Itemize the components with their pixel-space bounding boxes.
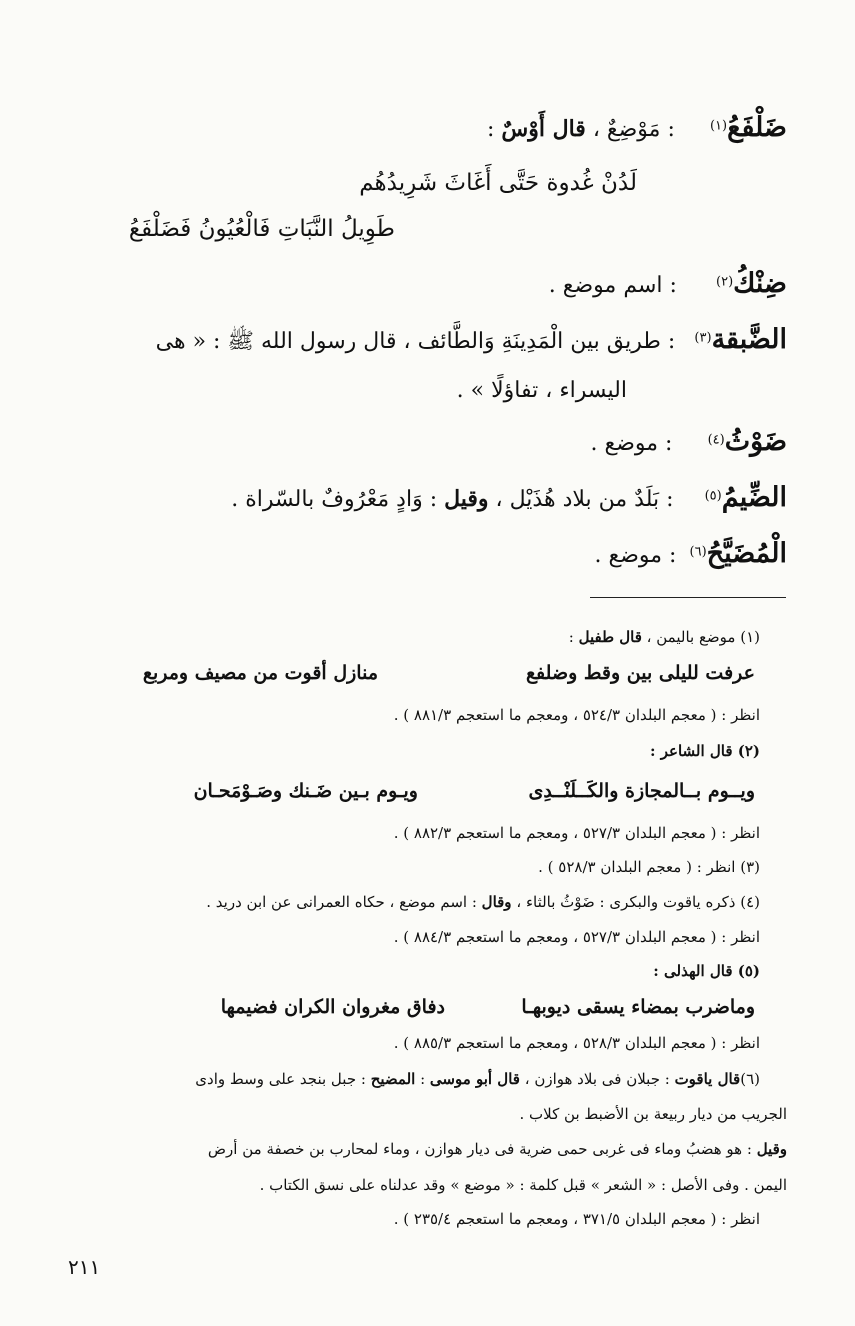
footnote-number: (٦) bbox=[740, 1070, 760, 1088]
footnote-said: قال أبو موسى bbox=[429, 1070, 520, 1088]
entry-dawth bbox=[591, 426, 787, 457]
footnote-ref: (١) bbox=[709, 118, 728, 134]
footnote-1-verse-right: عرفت لليلى بين وقط وضلفع bbox=[525, 662, 755, 684]
footnote-text: (١) موضع باليمن ، bbox=[641, 628, 760, 646]
footnote-4 bbox=[206, 893, 760, 911]
footnote-ref: (٢) bbox=[716, 274, 734, 290]
verse-line-2: طَوِيلُ النَّبَاتِ فَالْعُيُونُ فَضَلْفَعُ bbox=[128, 216, 395, 242]
footnote-text: (٤) ذكره ياقوت والبكرى : ضَوْثُ بالثاء ، bbox=[511, 893, 760, 911]
footnote-2-ref: انظر : ( معجم البلدان ٥٢٧/٣ ، ومعجم ما استعجم ٨٨٢/٣ ) . bbox=[393, 824, 760, 842]
footnote-ref: (٦) bbox=[689, 544, 707, 560]
footnote-6-line-2: الجريب من ديار ربيعة بن الأضبط بن كلاب . bbox=[519, 1105, 787, 1123]
entry-daym bbox=[231, 482, 787, 513]
entry-dabqa bbox=[156, 324, 787, 359]
entry-said: قال أَوْسٌ bbox=[501, 116, 586, 142]
verse-line-1: لَدُنْ غُدوة حَتَّى أَغَاثَ شَرِيدُهُم bbox=[359, 170, 637, 196]
entry-dabqa-continuation: اليسراء ، تفاؤلًا » . bbox=[456, 378, 627, 403]
entry-definition: : طريق بين الْمَدِينَةِ وَالطَّائف ، قال رسول الله ﷺ : « هى bbox=[155, 329, 676, 354]
entry-term: ضَلْفَعُ bbox=[727, 112, 787, 143]
footnote-said: قال ياقوت bbox=[674, 1070, 741, 1088]
entry-definition: : مَوْضِعٌ ، bbox=[585, 117, 675, 142]
footnote-text: : bbox=[415, 1070, 430, 1088]
entry-definition: : اسم موضع . bbox=[548, 273, 677, 298]
entry-term: ضِنْكُ bbox=[733, 268, 787, 299]
footnote-ref: (٥) bbox=[704, 488, 722, 504]
entry-dank bbox=[549, 268, 787, 299]
footnote-text: : اسم موضع ، حكاه العمرانى عن ابن دريد . bbox=[206, 893, 482, 911]
entry-term: الضَّبقة bbox=[711, 324, 787, 355]
footnote-1-ref: انظر : ( معجم البلدان ٥٢٤/٣ ، ومعجم ما استعجم ٨٨١/٣ ) . bbox=[393, 706, 760, 724]
footnote-5-verse-left: دفاق مغروان الكران فضيمها bbox=[220, 996, 445, 1018]
footnote-5-head: (٥) قال الهذلى : bbox=[653, 962, 760, 980]
footnote-term: المضيح bbox=[370, 1070, 416, 1088]
footnote-1-verse-left: منازل أقوت من مصيف ومربع bbox=[142, 662, 378, 684]
entry-colon: : bbox=[486, 117, 502, 142]
entry-term: ضَوْثُ bbox=[724, 426, 787, 457]
footnote-said: وقيل bbox=[756, 1140, 787, 1158]
entry-definition: : بَلَدٌ من بلاد هُذَيْل ، bbox=[488, 487, 674, 512]
footnote-said: وقال bbox=[481, 893, 512, 911]
footnote-6-line-3 bbox=[208, 1140, 787, 1158]
footnote-separator bbox=[590, 597, 786, 598]
page-number: ٢١١ bbox=[68, 1255, 101, 1279]
footnote-4-ref: انظر : ( معجم البلدان ٥٢٧/٣ ، ومعجم ما استعجم ٨٨٤/٣ ) . bbox=[393, 928, 760, 946]
entry-said: وقيل bbox=[444, 486, 489, 512]
entry-term: الضِّيمُ bbox=[721, 482, 787, 513]
footnote-6-line-4: اليمن . وفى الأصل : « الشعر » قبل كلمة : « موضع » وقد عدلناه على نسق الكتاب . bbox=[259, 1176, 787, 1194]
entry-definition: : موضع . bbox=[594, 543, 677, 568]
footnote-said: قال طفيل bbox=[578, 628, 642, 646]
footnote-text: : جبلان فى بلاد هوازن ، bbox=[519, 1070, 675, 1088]
footnote-2-head: (٢) قال الشاعر : bbox=[649, 742, 760, 760]
entry-term: الْمُضَيَّحُ bbox=[706, 538, 787, 569]
entry-definition: : موضع . bbox=[590, 431, 673, 456]
footnote-6-ref: انظر : ( معجم البلدان ٣٧١/٥ ، ومعجم ما استعجم ٢٣٥/٤ ) . bbox=[393, 1210, 760, 1228]
footnote-6 bbox=[195, 1070, 760, 1088]
entry-definition-tail: : وَادٍ مَعْرُوفٌ بالسّراة . bbox=[231, 487, 445, 512]
footnote-2-verse-left: ويـوم بـين ضَـنك وصَـوْمَحـان bbox=[193, 780, 418, 802]
footnote-2-verse-right: ويــوم بــالمجازة والكَــلَنْــدِى bbox=[528, 780, 755, 802]
footnote-3: (٣) انظر : ( معجم البلدان ٥٢٨/٣ ) . bbox=[538, 858, 760, 876]
footnote-1-head: (١) موضع باليمن ، قال طفيل : bbox=[568, 628, 760, 646]
entry-mudayyah bbox=[595, 538, 788, 569]
footnote-ref: (٣) bbox=[694, 330, 712, 346]
entry-dalfa bbox=[487, 112, 787, 143]
footnote-text: : هو هضبُ وماء فى غربى حمى ضرية فى ديار هوازن ، وماء لمحارب بن خصفة من أرض bbox=[207, 1140, 757, 1158]
footnote-5-verse-right: وماضرب بمضاء يسقى ديوبهـا bbox=[521, 996, 755, 1018]
footnote-text: : جبل بنجد على وسط وادى bbox=[195, 1070, 371, 1088]
footnote-5-ref: انظر : ( معجم البلدان ٥٢٨/٣ ، ومعجم ما استعجم ٨٨٥/٣ ) . bbox=[393, 1034, 760, 1052]
footnote-ref: (٤) bbox=[707, 432, 725, 448]
